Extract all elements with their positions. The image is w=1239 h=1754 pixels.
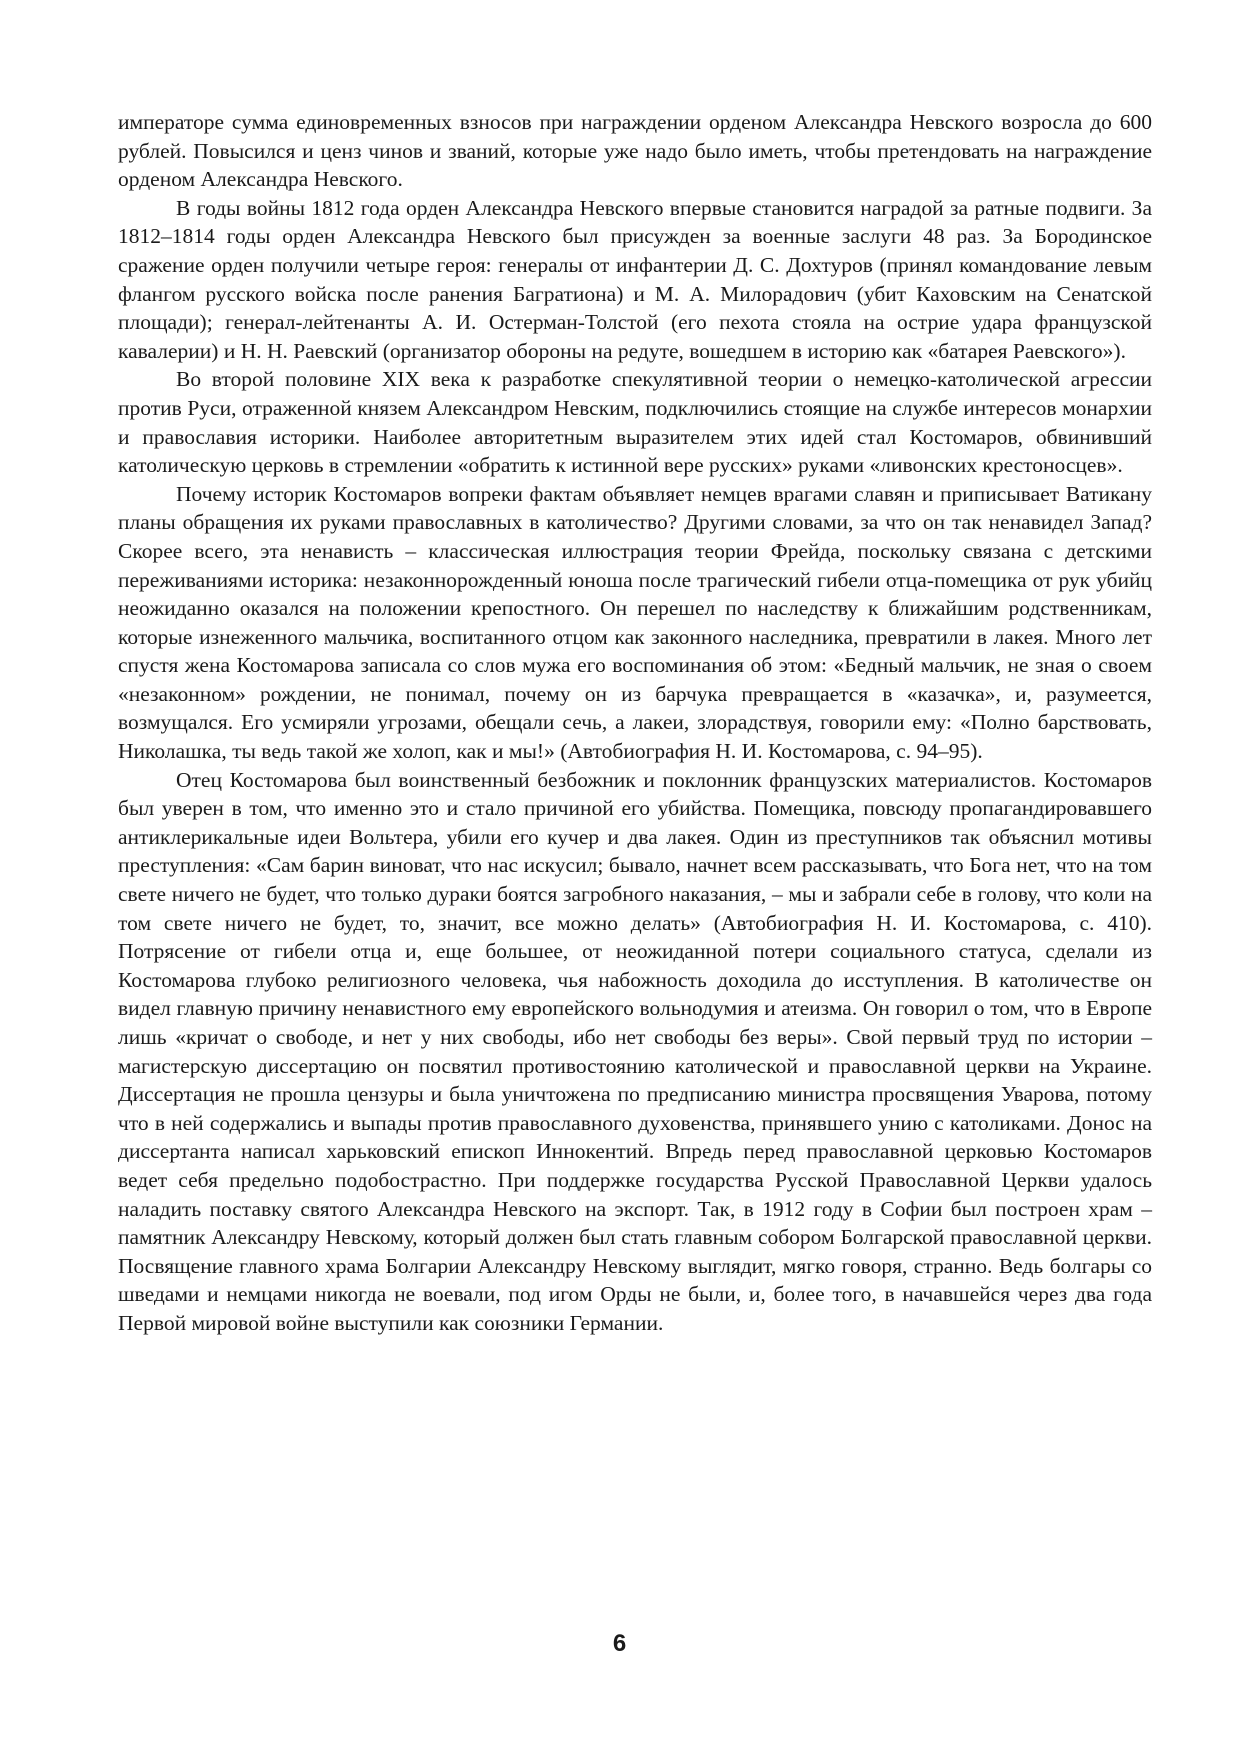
paragraph-4: Почему историк Костомаров вопреки фактам объявляет немцев врагами славян и приписывает Ватикану планы обращения их руками православных в католичество? Другими словами, за что он так ненавидел Запад? Скорее всего, эта ненависть – классическая иллюстрация теории Фрейда, поскольку связана с детскими переживаниями историка: незаконнорожденный юноша после трагический гибели отца-помещика от рук убийц неожиданно оказался на положении крепостного. Он перешел по наследству к ближайшим родственникам, которые изнеженного мальчика, воспитанного отцом как законного наследника, превратили в лакея. Много лет спустя жена Костомарова записала со слов мужа его воспоминания об этом: «Бедный мальчик, не зная о своем «незаконном» рождении, не понимал, почему он из барчука превращается в «казачка», и, разумеется, возмущался. Его усмиряли угрозами, обещали сечь, а лакеи, злорадствуя, говорили ему: «Полно барствовать, Николашка, ты ведь такой же холоп, как и мы!» (Автобиография Н. И. Костомарова, с. 94–95). — [118, 481, 1152, 764]
paragraph-3: Во второй половине XIX века к разработке спекулятивной теории о немецко-католической агрессии против Руси, отраженной князем Александром Невским, подключились стоящие на службе интересов монархии и православия историки. Наиболее авторитетным выразителем этих идей стал Костомаров, обвинивший католическую церковь в стремлении «обратить к истинной вере русских» руками «ливонских крестоносцев». — [118, 367, 1152, 478]
paragraph-1: императоре сумма единовременных взносов при награждении орденом Александра Невского возросла до 600 рублей. Повысился и ценз чинов и званий, которые уже надо было иметь, чтобы претендовать на награждение орденом Александра Невского. — [118, 110, 1152, 192]
paragraph-2: В годы войны 1812 года орден Александра Невского впервые становится наградой за ратные подвиги. За 1812–1814 годы орден Александра Невского был присужден за военные заслуги 48 раз. За Бородинское сражение орден получили четыре героя: генералы от инфантерии Д. С. Дохтуров (принял командование левым флангом русского войска после ранения Багратиона) и М. А. Милорадович (убит Каховским на Сенатской площади); генерал-лейтенанты А. И. Остерман-Толстой (его пехота стояла на острие удара французской кавалерии) и Н. Н. Раевский (организатор обороны на редуте, вошедшем в историю как «батарея Раевского»). — [118, 195, 1152, 363]
page-number: 6 — [612, 1630, 627, 1657]
page-body — [118, 108, 1152, 1338]
paragraph-5: Отец Костомарова был воинственный безбожник и поклонник французских материалистов. Костомаров был уверен в том, что именно это и стало причиной его убийства. Помещика, повсюду пропагандировавшего антиклерикальные идеи Вольтера, убили его кучер и два лакея. Один из преступников так объяснил мотивы преступления: «Сам барин виноват, что нас искусил; бывало, начнет всем рассказывать, что Бога нет, что на том свете ничего не будет, что только дураки боятся загробного наказания, – мы и забрали себе в голову, что коли на том свете ничего не будет, то, значит, все можно делать» (Автобиография Н. И. Костомарова, с. 410). Потрясение от гибели отца и, еще большее, от неожиданной потери социального статуса, сделали из Костомарова глубоко религиозного человека, чья набожность доходила до исступления. В католичестве он видел главную причину ненавистного ему европейского вольнодумия и атеизма. Он говорил о том, что в Европе лишь «кричат о свободе, и нет у них свободы, ибо нет свободы без веры». Свой первый труд по истории – магистерскую диссертацию он посвятил противостоянию католической и православной церкви на Украине. Диссертация не прошла цензуры и была уничтожена по предписанию министра просвящения Уварова, потому что в ней содержались и выпады против православного духовенства, принявшего унию с католиками. Донос на диссертанта написал харьковский епископ Иннокентий. Впредь перед православной церковью Костомаров ведет себя предельно подобострастно. При поддержке государства Русской Православной Церкви удалось наладить поставку святого Александра Невского на экспорт. Так, в 1912 году в Софии был построен храм – памятник Александру Невскому, который должен был стать главным собором Болгарской православной церкви. Посвящение главного храма Болгарии Александру Невскому выглядит, мягко говоря, странно. Ведь болгары со шведами и немцами никогда не воевали, под игом Орды не были, и, более того, в начавшейся через два года Первой мировой войне выступили как союзники Германии. — [118, 767, 1152, 1335]
